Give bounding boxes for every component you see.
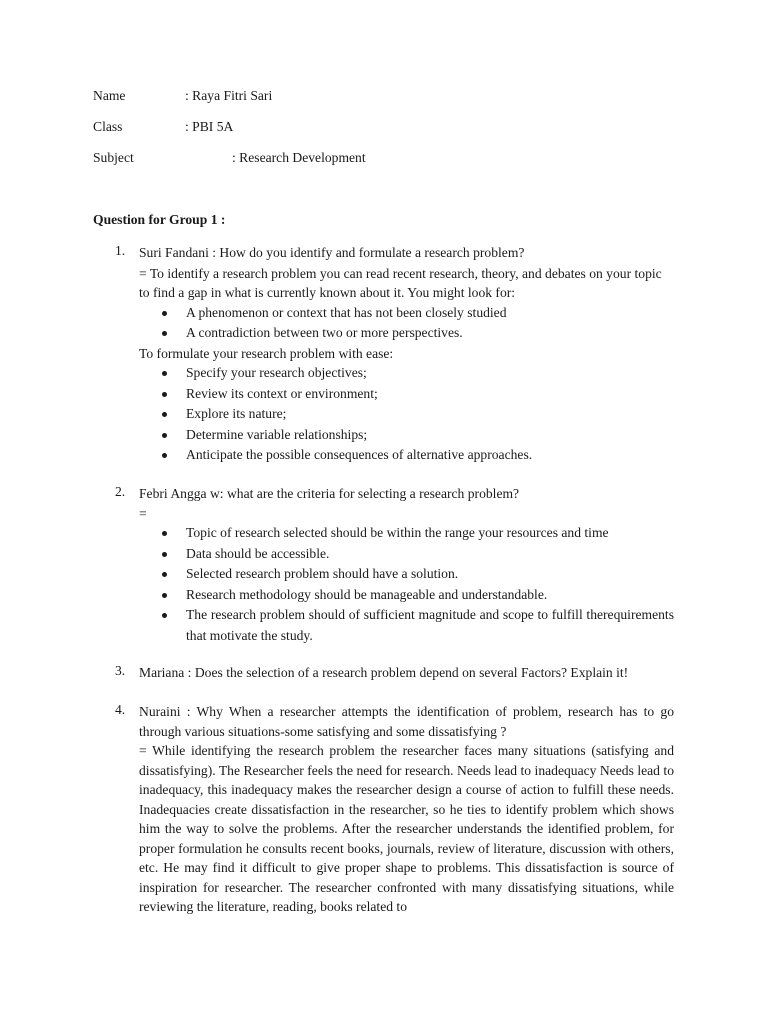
bullet-icon xyxy=(162,531,167,536)
q4-question: Nuraini : Why When a researcher attempts the identification of problem, research has to go through various situations-some satisfying and some dissatisfying ? xyxy=(139,704,674,739)
bullet-icon xyxy=(162,572,167,577)
list-item: Anticipate the possible consequences of alternative approaches. xyxy=(139,445,674,466)
group-title: Question for Group 1 : xyxy=(93,212,226,227)
q1-answer-intro: = To identify a research problem you can read recent research, theory, and debates on your topic to find a gap in what is currently known about it. You might look for: xyxy=(139,265,662,300)
bullet-icon xyxy=(162,433,167,438)
class-label: Class xyxy=(93,119,123,134)
q1-look-for-list xyxy=(139,303,674,344)
class-value: : PBI 5A xyxy=(185,119,234,134)
bullet-icon xyxy=(162,552,167,557)
q3-question: Mariana : Does the selection of a research problem depend on several Factors? Explain it! xyxy=(139,665,629,680)
list-item: Data should be accessible. xyxy=(139,544,674,565)
q2-number: 2. xyxy=(115,484,126,499)
q4-block xyxy=(139,702,674,917)
bullet-icon xyxy=(162,453,167,458)
bullet-icon xyxy=(162,311,167,316)
list-item: A phenomenon or context that has not been closely studied xyxy=(139,303,674,324)
subject-value: : Research Development xyxy=(232,150,366,165)
list-item: A contradiction between two or more perspectives. xyxy=(139,323,674,344)
q1-formulate-intro: To formulate your research problem with ease: xyxy=(139,345,394,361)
bullet-icon xyxy=(162,371,167,376)
q3-block xyxy=(139,663,674,683)
bullet-icon xyxy=(162,331,167,336)
list-item: Topic of research selected should be within the range your resources and time xyxy=(139,523,674,544)
list-item: Selected research problem should have a solution. xyxy=(139,564,674,585)
list-item: Specify your research objectives; xyxy=(139,363,674,384)
bullet-icon xyxy=(162,412,167,417)
q2-question: Febri Angga w: what are the criteria for selecting a research problem? xyxy=(139,486,520,501)
q1-formulate-list xyxy=(139,363,674,466)
q3-number: 3. xyxy=(115,663,126,678)
q1-number: 1. xyxy=(115,243,126,258)
bullet-icon xyxy=(162,593,167,598)
name-label: Name xyxy=(93,88,126,103)
q4-number: 4. xyxy=(115,702,126,717)
q2-criteria-list xyxy=(139,523,674,646)
list-item: Explore its nature; xyxy=(139,404,674,425)
list-item: Research methodology should be manageable and understandable. xyxy=(139,585,674,606)
list-item: Determine variable relationships; xyxy=(139,425,674,446)
q2-answer-marker: = xyxy=(139,505,147,521)
subject-label: Subject xyxy=(93,150,134,165)
bullet-icon xyxy=(162,613,167,618)
q2-block xyxy=(139,484,674,646)
q4-answer: = While identifying the research problem the researcher faces many situations (satisfying and dissatisfying). The Researcher feels the need for research. Needs lead to inadequacy Needs lead to inadequacy, this inadequacy makes the researcher design a course of action to fulfill these needs. Inadequacies create dissatisfaction in the researcher, so he ties to identify problem which shows him the way to solve the problems. After the researcher understands the identified problem, for proper formulation he consults recent books, journals, review of literature, discussion with others, etc. He may find it difficult to give proper shape to problems. This dissatisfaction is source of inspiration for researcher. The researcher confronted with many dissatisfying situations, while reviewing the literature, reading, books related to xyxy=(139,743,674,914)
bullet-icon xyxy=(162,392,167,397)
list-item: The research problem should of sufficient magnitude and scope to fulfill therequirements that motivate the study. xyxy=(139,605,674,646)
name-value: : Raya Fitri Sari xyxy=(185,88,273,103)
list-item: Review its context or environment; xyxy=(139,384,674,405)
q1-block xyxy=(139,243,674,466)
q1-question: Suri Fandani : How do you identify and formulate a research problem? xyxy=(139,245,525,260)
